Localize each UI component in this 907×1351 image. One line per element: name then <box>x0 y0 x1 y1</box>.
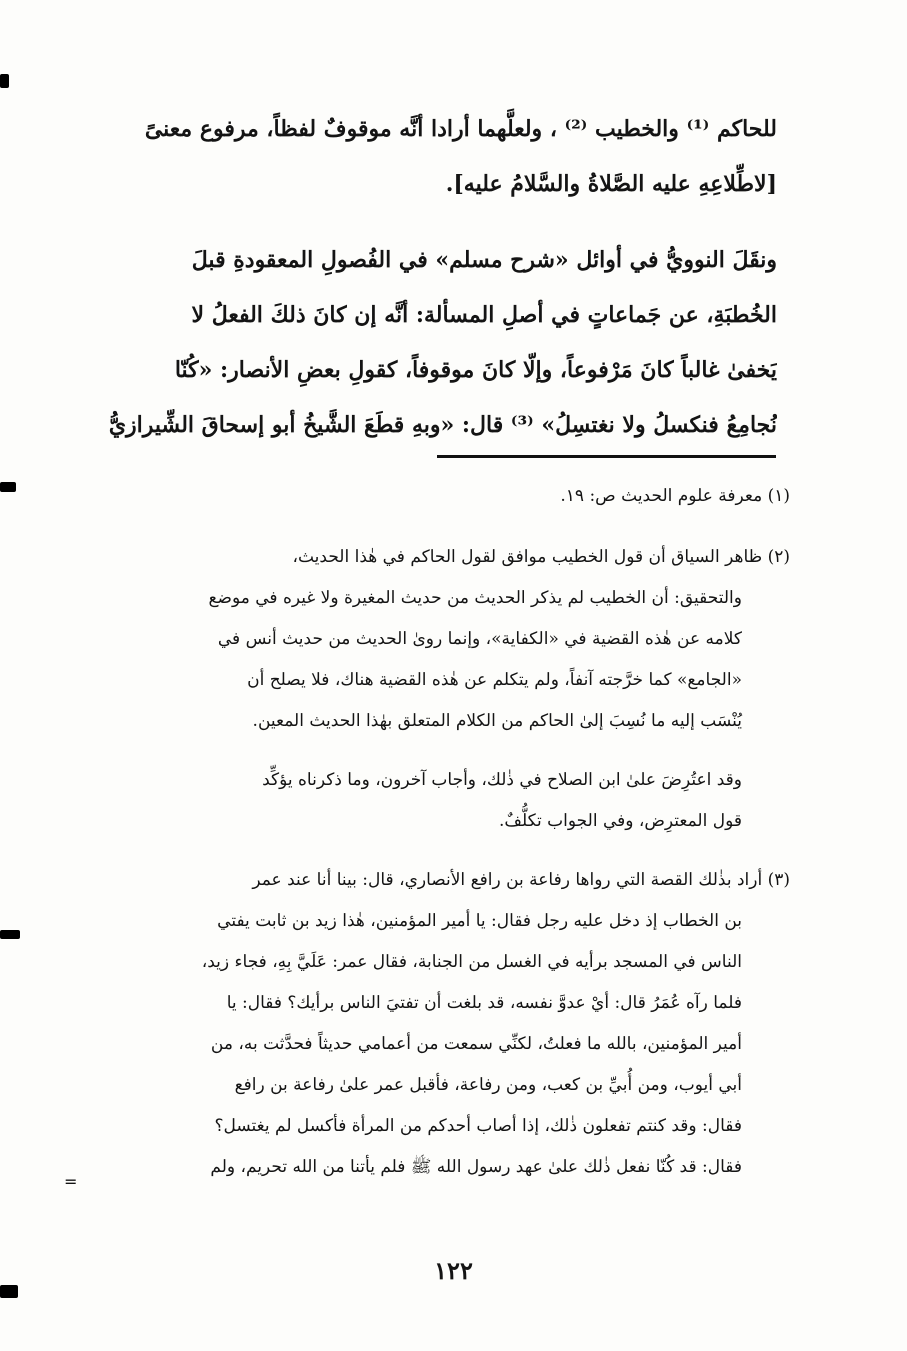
footnote-line: كلامه عن هٰذه القضية في «الكفاية»، وإنما روىٰ الحديث من حديث أنس في <box>217 629 742 649</box>
main-paragraph-2 <box>85 233 777 453</box>
margin-binding-mark <box>0 482 16 492</box>
footnote-2-continuation <box>110 760 742 842</box>
page-number: ١٢٢ <box>434 1256 473 1285</box>
footnote-line: فقال: وقد كنتم تفعلون ذٰلك، إذا أصاب أحدكم من المرأة فأكسل لم يغتسل؟ <box>214 1116 742 1136</box>
margin-binding-mark <box>0 930 20 939</box>
footnote-line: (٢) ظاهر السياق أن قول الخطيب موافق لقول الحاكم في هٰذا الحديث، <box>292 547 790 567</box>
text-line: للحاكم ⁽¹⁾ والخطيب ⁽²⁾ ، ولعلَّهما أرادا أنَّه موقوفٌ لفظاً، مرفوع معنىً <box>144 116 777 142</box>
footnote-line: (١) معرفة علوم الحديث ص: ١٩. <box>560 486 790 506</box>
footnote-line: فلما رآه عُمَرُ قال: أيْ عدوَّ نفسه، قد بلغت أن تفتيَ الناس برأيك؟ فقال: يا <box>226 993 742 1013</box>
text-line: نُجامِعُ فنكسلُ ولا نغتسِلُ» ⁽³⁾ قال: «وبهِ قطَعَ الشَّيخُ أبو إسحاقَ الشِّيرازيُّ <box>108 412 777 438</box>
footnote-line: قول المعترِض، وفي الجواب تكلُّفٌ. <box>499 811 742 831</box>
footnote-line: الناس في المسجد برأيه في الغسل من الجنابة، فقال عمر: عَلَيَّ بِهِ، فجاء زيد، <box>201 952 742 972</box>
footnote-line: أبي أيوب، ومن أُبيِّ بن كعب، ومن رفاعة، فأقبل عمر علىٰ رفاعة بن رافع <box>234 1075 742 1095</box>
footnote-line: فقال: قد كُنّا نفعل ذٰلك علىٰ عهد رسول الله ﷺ فلم يأتنا من الله تحريم، ولم <box>210 1157 742 1177</box>
footnote-line: والتحقيق: أن الخطيب لم يذكر الحديث من حديث المغيرة ولا غيره في موضع <box>208 588 742 608</box>
footnote-3 <box>100 860 790 1188</box>
footnote-line: «الجامع» كما خرَّجته آنفاً، ولم يتكلم عن هٰذه القضية هناك، فلا يصلح أن <box>247 670 742 690</box>
footnote-1 <box>100 476 790 517</box>
text-line: ونقَلَ النوويُّ في أوائل «شرح مسلم» في الفُصولِ المعقودةِ قبلَ <box>191 247 777 273</box>
margin-binding-mark <box>0 74 9 88</box>
text-line: يَخفىٰ غالباً كانَ مَرْفوعاً، وإلّا كانَ موقوفاً، كقولِ بعضِ الأنصار: «كُنّا <box>174 357 777 383</box>
footnote-line: وقد اعتُرِضَ علىٰ ابن الصلاح في ذٰلك، وأجاب آخرون، وما ذكرناه يؤكِّد <box>262 770 742 790</box>
footnote-2 <box>100 537 790 742</box>
main-paragraph-1 <box>85 102 777 212</box>
footnote-separator <box>437 455 776 458</box>
continuation-mark: = <box>64 1172 78 1191</box>
footnote-line: أمير المؤمنين، بالله ما فعلتُ، لكنِّي سمعت من أعمامي حديثاً فحدَّثت به، من <box>210 1034 742 1054</box>
text-line: [لاطِّلاعِهِ عليه الصَّلاةُ والسَّلامُ عليه]. <box>445 171 777 197</box>
footnote-line: بن الخطاب إذ دخل عليه رجل فقال: يا أمير المؤمنين، هٰذا زيد بن ثابت يفتي <box>217 911 742 931</box>
footnote-line: يُنْسَب إليه ما نُسِبَ إلىٰ الحاكم من الكلام المتعلق بهٰذا الحديث المعين. <box>252 711 742 731</box>
margin-binding-mark <box>0 1285 18 1298</box>
text-line: الخُطبَةِ، عن جَماعاتٍ في أصلِ المسألة: أنَّه إن كانَ ذلكَ الفعلُ لا <box>191 302 777 328</box>
footnote-line: (٣) أراد بذٰلك القصة التي رواها رفاعة بن رافع الأنصاري، قال: بينا أنا عند عمر <box>252 870 790 890</box>
